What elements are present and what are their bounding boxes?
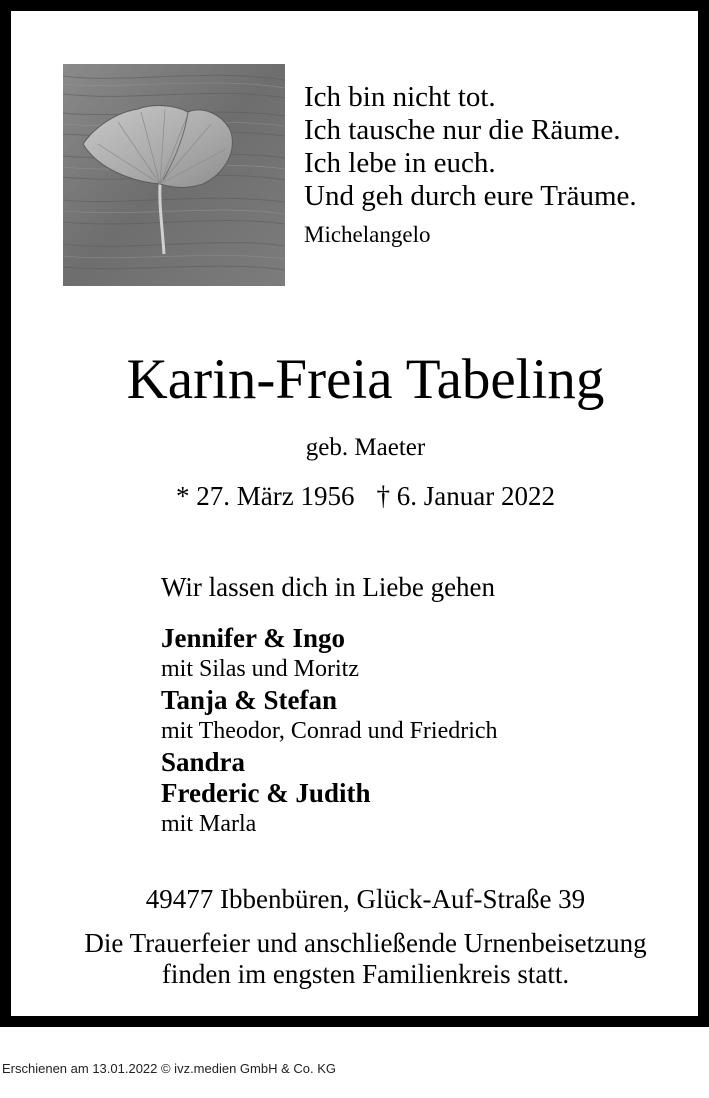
funeral-notice — [11, 928, 709, 990]
ginkgo-leaf-photo — [63, 64, 285, 286]
address: 49477 Ibbenbüren, Glück-Auf-Straße 39 — [145, 884, 586, 914]
death-date: † 6. Januar 2022 — [376, 481, 555, 511]
family-member-name: Sandra — [161, 747, 246, 777]
family-member-name: Jennifer & Ingo — [161, 623, 346, 653]
birth-date: * 27. März 1956 — [176, 481, 355, 511]
family-intro: Wir lassen dich in Liebe gehen — [161, 572, 496, 602]
family-list — [161, 571, 681, 840]
family-member-name: Tanja & Stefan — [161, 685, 338, 715]
family-member-name: Frederic & Judith — [161, 778, 371, 808]
poem-line: Ich tausche nur die Räume. — [304, 114, 621, 146]
poem-line: Ich lebe in euch. — [304, 147, 496, 179]
publication-footer: Erschienen am 13.01.2022 © ivz.medien GmbH & Co. KG — [2, 1061, 337, 1076]
deceased-name: Karin-Freia Tabeling — [126, 348, 605, 411]
family-member-children: mit Silas und Moritz — [161, 656, 359, 682]
life-dates — [11, 480, 709, 512]
birth-name: geb. Maeter — [305, 434, 426, 461]
poem-author: Michelangelo — [304, 222, 431, 247]
ginkgo-leaf-icon — [63, 64, 285, 286]
funeral-notice-line: Die Trauerfeier und anschließende Urnenbeisetzung — [84, 928, 647, 958]
poem-line: Und geh durch eure Träume. — [304, 180, 637, 212]
poem — [304, 81, 704, 249]
poem-line: Ich bin nicht tot. — [304, 81, 496, 113]
family-member-children: mit Theodor, Conrad und Friedrich — [161, 718, 498, 744]
family-member-children: mit Marla — [161, 811, 257, 837]
funeral-notice-line: finden im engsten Familienkreis statt. — [161, 959, 570, 989]
